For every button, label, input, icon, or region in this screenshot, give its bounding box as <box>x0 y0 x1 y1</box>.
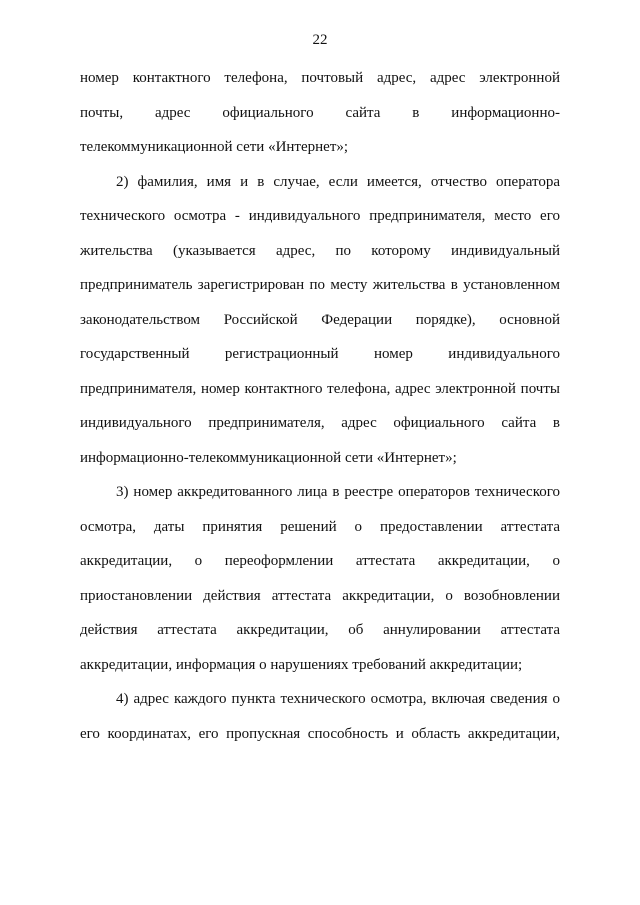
text-line: технического осмотра - индивидуального предпринимателя, место его <box>80 208 560 224</box>
text-line: предприниматель зарегистрирован по месту жительства в установленном <box>80 277 560 293</box>
text-line: законодательством Российской Федерации порядке), основной <box>80 312 560 328</box>
page-number: 22 <box>312 32 328 48</box>
text-line: государственный регистрационный номер индивидуального <box>80 346 560 362</box>
text-line: телекоммуникационной сети «Интернет»; <box>80 139 349 155</box>
text-line: его координатах, его пропускная способность и область аккредитации, <box>80 726 560 742</box>
text-line: 4) адрес каждого пункта технического осмотра, включая сведения о <box>116 691 560 707</box>
text-line: жительства (указывается адрес, по которому индивидуальный <box>80 243 560 259</box>
text-line: осмотра, даты принятия решений о предоставлении аттестата <box>80 519 560 535</box>
text-line: действия аттестата аккредитации, об аннулировании аттестата <box>80 622 560 638</box>
text-line: аккредитации, информация о нарушениях требований аккредитации; <box>80 657 523 673</box>
text-line: номер контактного телефона, почтовый адрес, адрес электронной <box>80 70 560 86</box>
text-line: 3) номер аккредитованного лица в реестре операторов технического <box>116 484 560 500</box>
text-line: аккредитации, о переоформлении аттестата аккредитации, о <box>80 553 560 569</box>
text-line: почты, адрес официального сайта в информационно- <box>80 105 560 121</box>
text-line: индивидуального предпринимателя, адрес официального сайта в <box>80 415 560 431</box>
text-line: 2) фамилия, имя и в случае, если имеется, отчество оператора <box>116 174 560 190</box>
text-line: информационно-телекоммуникационной сети «Интернет»; <box>80 450 457 466</box>
text-line: предпринимателя, номер контактного телефона, адрес электронной почты <box>80 381 560 397</box>
text-line: приостановлении действия аттестата аккредитации, о возобновлении <box>80 588 560 604</box>
